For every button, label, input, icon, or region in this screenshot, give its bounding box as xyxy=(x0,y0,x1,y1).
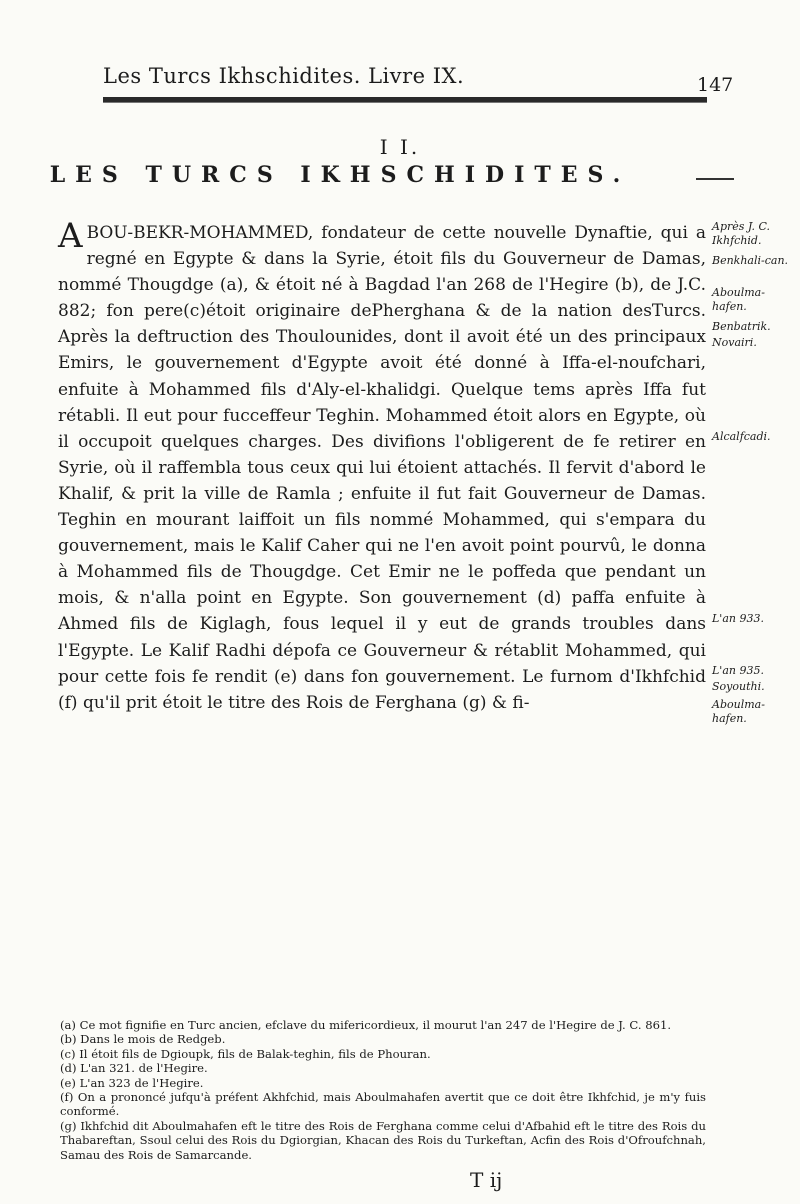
margin-note: Aboulma-hafen. xyxy=(712,286,765,313)
main-paragraph: BOU-BEKR-MOHAMMED, fondateur de cette nouvelle Dynaftie, qui a regné en Egypte & dans la Syrie, étoit fils du Gouverneur de Damas, nommé Thougdge (a), & étoit né à Bagdad l'an 268 de l'Hegire (b), de J.C. 882; fon pere(c)étoit originaire dePherghana & de la nation desTurcs. Après la deftruction des Thoulounides, dont il avoit été un des principaux Emirs, le gouvernement d'Egypte avoit été donné à Iffa-el-noufchari, enfuite à Mohammed fils d'Aly-el-khalidgi. Quelque tems après Iffa fut rétabli. Il eut pour fucceffeur Teghin. Mohammed étoit alors en Egypte, où il occupoit quelques charges. Des divifions l'obligerent de fe retirer en Syrie, où il raffembla tous ceux qui lui étoient attachés. Il fervit d'abord le Khalif, & prit la ville de Ramla ; enfuite il fut fait Gouverneur de Damas. Teghin en mourant laiffoit un fils nommé Mohammed, qui s'empara du gouvernement, mais le Kalif Caher qui ne l'en avoit point pourvû, le donna à Mohammed fils de Thougdge. Cet Emir ne le poffeda que pendant un mois, & n'alla point en Egypte. Son gouvernement (d) paffa enfuite à Ahmed fils de Kiglagh, fous lequel il y eut de grands troubles dans l'Egypte. Le Kalif Radhi dépofa ce Gouverneur & rétablit Mohammed, qui pour cette fois fe rendit (e) dans fon gouvernement. Le furnom d'Ikhfchid (f) qu'il prit étoit le titre des Rois de Ferghana (g) & fi- xyxy=(58,223,706,713)
footnote: (a) Ce mot fignifie en Turc ancien, efclave du mifericordieux, il mourut l'an 247 de l'Hegire de J. C. 861. xyxy=(60,1018,672,1032)
running-head: Les Turcs Ikhschidites. Livre IX. xyxy=(103,64,465,88)
footnote: (g) Ikhfchid dit Aboulmahafen eft le titre des Rois de Ferghana comme celui d'Afbahid eft le titre des Rois du Thabareftan, Ssoul celui des Rois du Dgiorgian, Khacan des Rois du Turkeftan, Acfin des Rois d'Ofroufchnah, Samau des Rois de Samarcande. xyxy=(60,1118,706,1162)
drop-initial: A xyxy=(58,216,83,256)
margin-note: L'an 933. xyxy=(712,612,764,625)
chapter-number: I I. xyxy=(379,135,421,159)
margin-note: L'an 935. xyxy=(712,664,764,677)
footnote: (e) L'an 323 de l'Hegire. xyxy=(60,1075,204,1090)
margin-note: Benbatrik. xyxy=(712,320,771,333)
header-rule xyxy=(103,97,707,102)
footnote: (f) On a prononcé jufqu'à préfent Akhfchid, mais Aboulmahafen avertit que ce doit être Ikhfchid, je m'y fuis conformé. xyxy=(60,1090,706,1119)
title-dash xyxy=(696,178,734,180)
margin-note: Alcalfcadi. xyxy=(712,430,771,443)
margin-note: Après J. C. Ikhfchid. xyxy=(712,220,770,247)
signature-mark: T ij xyxy=(470,1168,503,1192)
page-number: 147 xyxy=(697,74,734,96)
footnote: (c) Il étoit fils de Dgioupk, fils de Balak-teghin, fils de Phouran. xyxy=(60,1046,431,1061)
margin-note: Novairi. xyxy=(712,336,757,349)
footnote: (d) L'an 321. de l'Hegire. xyxy=(60,1061,208,1076)
margin-note: Aboulma-hafen. xyxy=(712,698,765,725)
margin-note: Soyouthi. xyxy=(712,680,765,693)
margin-note: Benkhali-can. xyxy=(712,254,789,267)
footnotes xyxy=(60,1018,706,1162)
main-text xyxy=(58,216,706,716)
footnote: (b) Dans le mois de Redgeb. xyxy=(60,1032,226,1047)
chapter-title: LES TURCS IKHSCHIDITES. xyxy=(49,162,631,188)
